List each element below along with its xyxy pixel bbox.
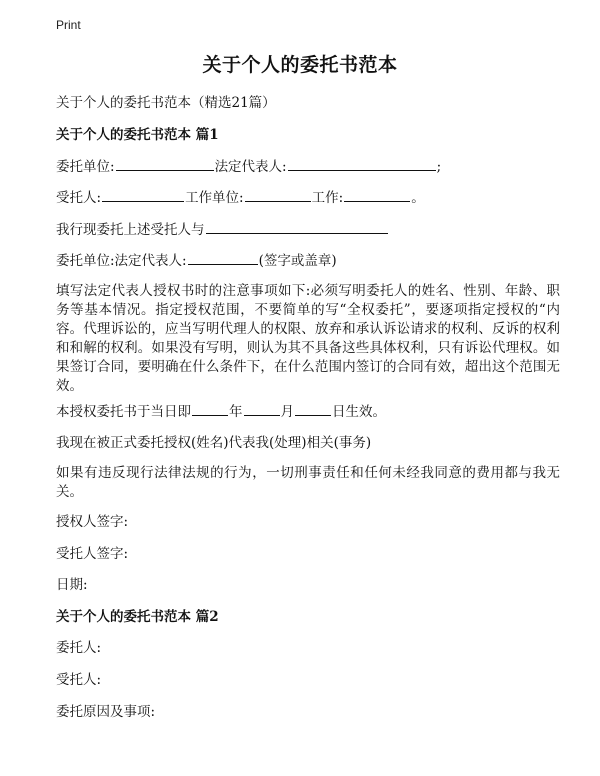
line-end-semicolon: ; — [436, 159, 442, 175]
year-label: 年 — [229, 404, 243, 420]
agent-blank[interactable] — [102, 186, 184, 202]
effective-prefix: 本授权委托书于当日即 — [56, 404, 191, 420]
principal-unit-label: 委托单位: — [56, 159, 115, 175]
year-blank[interactable] — [192, 400, 228, 416]
signature-label: 委托单位:法定代表人: — [56, 253, 187, 269]
liability-paragraph: 如果有违反现行法律法规的行为，一切刑事责任和任何未经我同意的费用都与我无关。 — [56, 465, 560, 500]
month-blank[interactable] — [244, 400, 280, 416]
entrust-line — [56, 218, 560, 241]
work-unit-label: 工作单位: — [185, 190, 244, 206]
job-label: 工作: — [311, 190, 344, 206]
document-title: 关于个人的委托书范本 — [202, 54, 398, 76]
principal-line: 委托人: — [56, 640, 102, 656]
print-link[interactable]: Print — [56, 18, 81, 32]
month-label: 月 — [280, 404, 294, 420]
grantor-sign-line: 授权人签字: — [56, 514, 129, 530]
date-line: 日期: — [56, 577, 88, 593]
effective-date-line — [56, 400, 560, 423]
section1-heading: 关于个人的委托书范本 篇1 — [56, 127, 219, 143]
signature-blank[interactable] — [188, 249, 258, 265]
agent2-line: 受托人: — [56, 672, 102, 688]
signature-suffix: (签字或盖章) — [258, 253, 337, 269]
job-blank[interactable] — [344, 186, 410, 202]
agent-label: 受托人: — [56, 190, 102, 206]
grantee-sign-line: 受托人签字: — [56, 546, 129, 562]
agent-line — [56, 186, 560, 209]
entrust-label: 我行现委托上述受托人与 — [56, 222, 205, 238]
principal-unit-line — [56, 155, 560, 178]
work-unit-blank[interactable] — [245, 186, 311, 202]
document-subtitle: 关于个人的委托书范本（精选21篇） — [56, 95, 276, 111]
notes-paragraph: 填写法定代表人授权书时的注意事项如下:必须写明委托人的姓名、性别、年龄、职务等基本情况。指定授权范围，不要简单的写“全权委托”，要逐项指定授权的“内容。代理诉讼的，应当写明代理人的权限、放弃和承认诉讼请求的权利、反诉的权利和和解的权利。如果没有写明，则认为其不具备这些具体权利，只有诉讼代理权。如果签订合同，要明确在什么条件下，在什么范围内签订的合同有效，超出这个范围无效。 — [56, 283, 560, 394]
legal-rep-blank[interactable] — [288, 155, 436, 171]
effective-suffix: 日生效。 — [332, 404, 386, 420]
section2-heading: 关于个人的委托书范本 篇2 — [56, 609, 219, 625]
legal-rep-label: 法定代表人: — [214, 159, 287, 175]
entrust-blank[interactable] — [206, 218, 388, 234]
principal-unit-blank[interactable] — [116, 155, 214, 171]
reason-line: 委托原因及事项: — [56, 704, 156, 720]
statement-line: 我现在被正式委托授权(姓名)代表我(处理)相关(事务) — [56, 435, 372, 451]
day-blank[interactable] — [295, 400, 331, 416]
line-end-period: 。 — [411, 190, 425, 206]
signature-line — [56, 249, 560, 272]
